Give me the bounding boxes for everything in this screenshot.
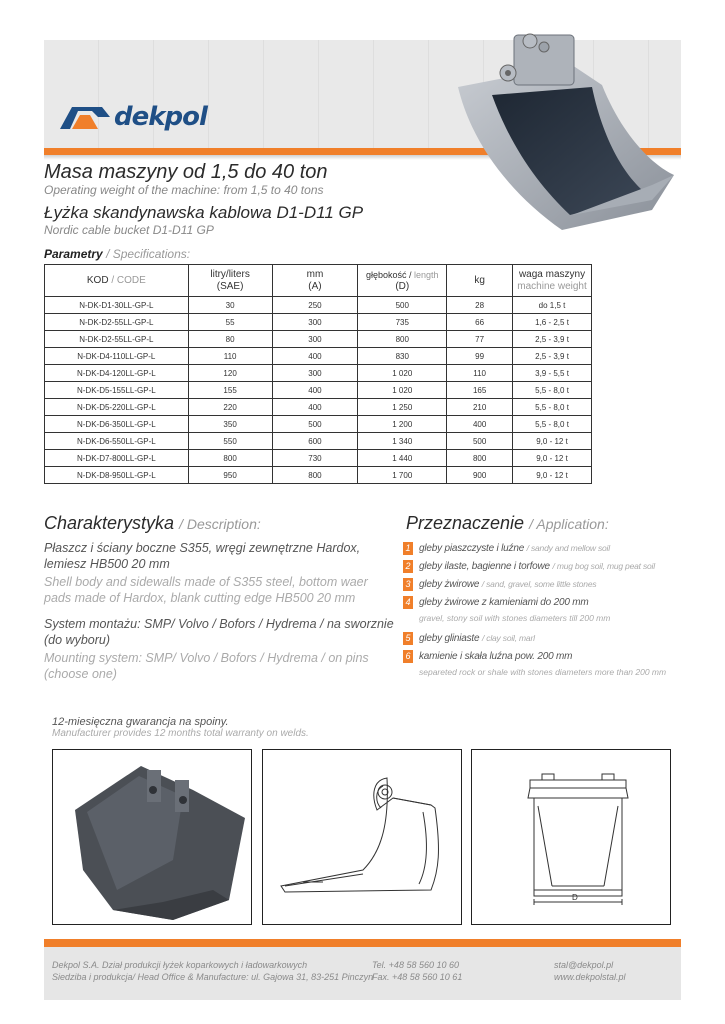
bucket-3d-render	[52, 749, 252, 925]
page-subtitle: Operating weight of the machine: from 1,5 to 40 tons	[44, 183, 324, 197]
col-header-weight-line1: waga maszyny	[518, 268, 586, 280]
table-row	[45, 450, 592, 467]
table-row	[45, 382, 592, 399]
table-cell: 220	[188, 399, 272, 416]
col-header-depth-line2: (D)	[395, 280, 410, 292]
table-cell: N-DK-D1-30LL-GP-L	[45, 297, 189, 314]
application-text-en: / sandy and mellow soil	[526, 543, 610, 553]
table-cell: N-DK-D6-350LL-GP-L	[45, 416, 189, 433]
application-text	[419, 576, 596, 593]
application-number-badge: 4	[403, 596, 413, 609]
bucket-render-image	[53, 750, 250, 923]
table-cell: 800	[358, 331, 447, 348]
footer-tel: Tel. +48 58 560 10 60	[372, 960, 459, 970]
table-row	[45, 297, 592, 314]
bucket-photo	[452, 25, 682, 240]
footer-fax: Fax. +48 58 560 10 61	[372, 972, 463, 982]
footer-company-line2: Siedziba i produkcja/ Head Office & Manufacture: ul. Gajowa 31, 83-251 Pinczyn	[52, 972, 374, 982]
col-header-kg: kg	[447, 265, 513, 297]
table-cell: 5,5 - 8,0 t	[513, 399, 592, 416]
application-heading	[406, 513, 609, 534]
application-text-pl: kamienie i skała luźna pow. 200 mm	[419, 651, 573, 662]
table-cell: 300	[272, 314, 358, 331]
table-cell: 210	[447, 399, 513, 416]
application-text	[419, 558, 655, 575]
footer-accent-bar	[44, 939, 681, 947]
page-title: Masa maszyny od 1,5 do 40 ton	[44, 161, 328, 183]
table-row	[45, 399, 592, 416]
table-cell: N-DK-D7-800LL-GP-L	[45, 450, 189, 467]
table-cell: N-DK-D5-220LL-GP-L	[45, 399, 189, 416]
table-cell: 155	[188, 382, 272, 399]
table-cell: 400	[272, 348, 358, 365]
application-text-pl: gleby gliniaste	[419, 633, 480, 644]
application-text-pl: gleby piaszczyste i luźne	[419, 543, 525, 554]
table-cell: 300	[272, 365, 358, 382]
product-title: Łyżka skandynawska kablowa D1-D11 GP	[44, 203, 364, 222]
specs-label-en: / Specifications:	[106, 247, 191, 261]
col-header-weight-line2: machine weight	[517, 280, 587, 292]
table-cell: 9,0 - 12 t	[513, 433, 592, 450]
col-header-mm-line1: mm	[306, 268, 324, 280]
table-cell: 800	[272, 467, 358, 484]
application-text-pl: gleby żwirowe	[419, 579, 480, 590]
table-cell: 250	[272, 297, 358, 314]
warranty-note	[52, 716, 309, 740]
table-cell: 800	[447, 450, 513, 467]
table-cell: 1 440	[358, 450, 447, 467]
application-item	[403, 558, 693, 576]
table-cell: 1 020	[358, 382, 447, 399]
table-cell: 900	[447, 467, 513, 484]
logo-wordmark: dekpol	[114, 102, 207, 132]
col-header-code-en: / CODE	[111, 274, 146, 286]
table-cell: 550	[188, 433, 272, 450]
application-subtext-en: separeted rock or shale with stones diameters more than 200 mm	[419, 667, 667, 677]
table-cell: 28	[447, 297, 513, 314]
footer-contact-phone	[372, 959, 462, 983]
description-mounting-pl: System montażu: SMP/ Volvo / Bofors / Hydrema / na sworznie (do wyboru)	[44, 617, 394, 647]
application-subtext-en: gravel, stony soil with stones diameters till 200 mm	[419, 613, 611, 623]
table-cell: 730	[272, 450, 358, 467]
table-cell: 1 020	[358, 365, 447, 382]
application-text-en: / clay soil, marl	[481, 633, 535, 643]
table-cell: 66	[447, 314, 513, 331]
application-heading-pl: Przeznaczenie	[406, 513, 525, 533]
table-cell: 800	[188, 450, 272, 467]
col-header-liters-line1: litry/liters	[210, 268, 250, 280]
application-text-pl: gleby ilaste, bagienne i torfowe	[419, 561, 550, 572]
col-header-mm	[272, 265, 358, 297]
table-cell: 9,0 - 12 t	[513, 450, 592, 467]
table-cell: 55	[188, 314, 272, 331]
footer-email-link[interactable]: stal@dekpol.pl	[554, 960, 614, 970]
dekpol-logo	[58, 100, 207, 134]
application-text-en: / sand, gravel, some little stones	[481, 579, 597, 589]
specs-label	[44, 247, 190, 261]
dimension-label-d: D	[572, 893, 578, 902]
table-cell: 165	[447, 382, 513, 399]
application-number-badge: 2	[403, 560, 413, 573]
table-cell: 400	[272, 399, 358, 416]
side-view-line-drawing	[263, 750, 460, 923]
table-cell: 110	[188, 348, 272, 365]
table-cell: 950	[188, 467, 272, 484]
table-cell: 500	[447, 433, 513, 450]
application-heading-en: / Application:	[529, 516, 609, 532]
application-item	[403, 594, 693, 612]
table-cell: 2,5 - 3,9 t	[513, 348, 592, 365]
table-cell: 350	[188, 416, 272, 433]
description-heading	[44, 513, 261, 534]
application-number-badge: 6	[403, 650, 413, 663]
table-cell: N-DK-D8-950LL-GP-L	[45, 467, 189, 484]
application-text	[419, 630, 535, 647]
table-cell: 110	[447, 365, 513, 382]
table-cell: 9,0 - 12 t	[513, 467, 592, 484]
table-cell: 1 340	[358, 433, 447, 450]
warranty-en: Manufacturer provides 12 months total warranty on welds.	[52, 728, 309, 739]
application-item	[403, 630, 693, 648]
application-list	[403, 540, 693, 684]
col-header-depth-pl: głębokość /	[365, 269, 412, 280]
application-text	[419, 540, 610, 557]
table-row	[45, 433, 592, 450]
table-cell: 735	[358, 314, 447, 331]
specs-label-pl: Parametry	[44, 247, 103, 261]
footer-contact-web	[554, 959, 626, 983]
table-cell: 1 700	[358, 467, 447, 484]
application-text	[419, 648, 572, 665]
front-view-line-drawing	[472, 750, 669, 923]
application-item	[403, 648, 693, 666]
application-text-en: / mug bog soil, mug peat soil	[552, 561, 655, 571]
table-cell: 5,5 - 8,0 t	[513, 382, 592, 399]
col-header-code-pl: KOD	[86, 274, 109, 286]
col-header-code	[45, 265, 189, 297]
table-cell: N-DK-D4-110LL-GP-L	[45, 348, 189, 365]
product-subtitle: Nordic cable bucket D1-D11 GP	[44, 223, 214, 237]
footer-company-line1: Dekpol S.A. Dział produkcji łyżek koparkowych i ładowarkowych	[52, 960, 308, 970]
table-cell: 1 200	[358, 416, 447, 433]
description-materials-en: Shell body and sidewalls made of S355 steel, bottom waer pads made of Hardox, blank cutting edge HB500 20 mm	[44, 575, 368, 605]
table-cell: 80	[188, 331, 272, 348]
table-cell: N-DK-D2-55LL-GP-L	[45, 331, 189, 348]
table-cell: N-DK-D2-55LL-GP-L	[45, 314, 189, 331]
table-cell: 1,6 - 2,5 t	[513, 314, 592, 331]
description-materials-pl: Płaszcz i ściany boczne S355, wręgi zewnętrzne Hardox, lemiesz HB500 20 mm	[44, 541, 361, 571]
col-header-liters-line2: (SAE)	[216, 280, 244, 292]
col-header-depth	[358, 265, 447, 297]
col-header-weight	[513, 265, 592, 297]
table-cell: 830	[358, 348, 447, 365]
table-cell: 120	[188, 365, 272, 382]
table-cell: 300	[272, 331, 358, 348]
table-cell: N-DK-D5-155LL-GP-L	[45, 382, 189, 399]
description-heading-pl: Charakterystyka	[44, 513, 175, 533]
table-cell: 400	[447, 416, 513, 433]
table-cell: 400	[272, 382, 358, 399]
table-cell: N-DK-D6-550LL-GP-L	[45, 433, 189, 450]
description-mounting-en: Mounting system: SMP/ Volvo / Bofors / Hydrema / on pins (choose one)	[44, 651, 369, 681]
specifications-table	[44, 264, 592, 484]
table-cell: 99	[447, 348, 513, 365]
table-cell: 77	[447, 331, 513, 348]
bucket-side-drawing	[262, 749, 462, 925]
specifications-table-body	[45, 297, 592, 484]
description-body	[44, 540, 394, 684]
col-header-liters	[188, 265, 272, 297]
warranty-pl: 12-miesięczna gwarancja na spoiny.	[52, 716, 229, 728]
table-row	[45, 314, 592, 331]
footer-website-link[interactable]: www.dekpolstal.pl	[554, 972, 626, 982]
application-number-badge: 5	[403, 632, 413, 645]
footer-company	[52, 959, 373, 983]
table-cell: 30	[188, 297, 272, 314]
table-cell: 1 250	[358, 399, 447, 416]
bucket-front-drawing	[471, 749, 671, 925]
application-item	[403, 540, 693, 558]
col-header-depth-en: length	[414, 269, 439, 280]
table-cell: do 1,5 t	[513, 297, 592, 314]
table-row	[45, 467, 592, 484]
table-cell: 2,5 - 3,9 t	[513, 331, 592, 348]
footer	[44, 947, 681, 1000]
table-row	[45, 365, 592, 382]
application-text	[419, 594, 589, 611]
table-cell: 600	[272, 433, 358, 450]
application-text-pl: gleby żwirowe z kamieniami do 200 mm	[419, 597, 589, 608]
table-cell: 3,9 - 5,5 t	[513, 365, 592, 382]
dekpol-logo-icon	[58, 103, 110, 131]
table-cell: N-DK-D4-120LL-GP-L	[45, 365, 189, 382]
table-row	[45, 331, 592, 348]
description-heading-en: / Description:	[179, 516, 261, 532]
col-header-mm-line2: (A)	[308, 280, 322, 292]
table-row	[45, 348, 592, 365]
table-cell: 500	[272, 416, 358, 433]
application-number-badge: 1	[403, 542, 413, 555]
table-header-row	[45, 265, 592, 297]
table-cell: 500	[358, 297, 447, 314]
table-cell: 5,5 - 8,0 t	[513, 416, 592, 433]
application-number-badge: 3	[403, 578, 413, 591]
table-row	[45, 416, 592, 433]
application-item	[403, 576, 693, 594]
